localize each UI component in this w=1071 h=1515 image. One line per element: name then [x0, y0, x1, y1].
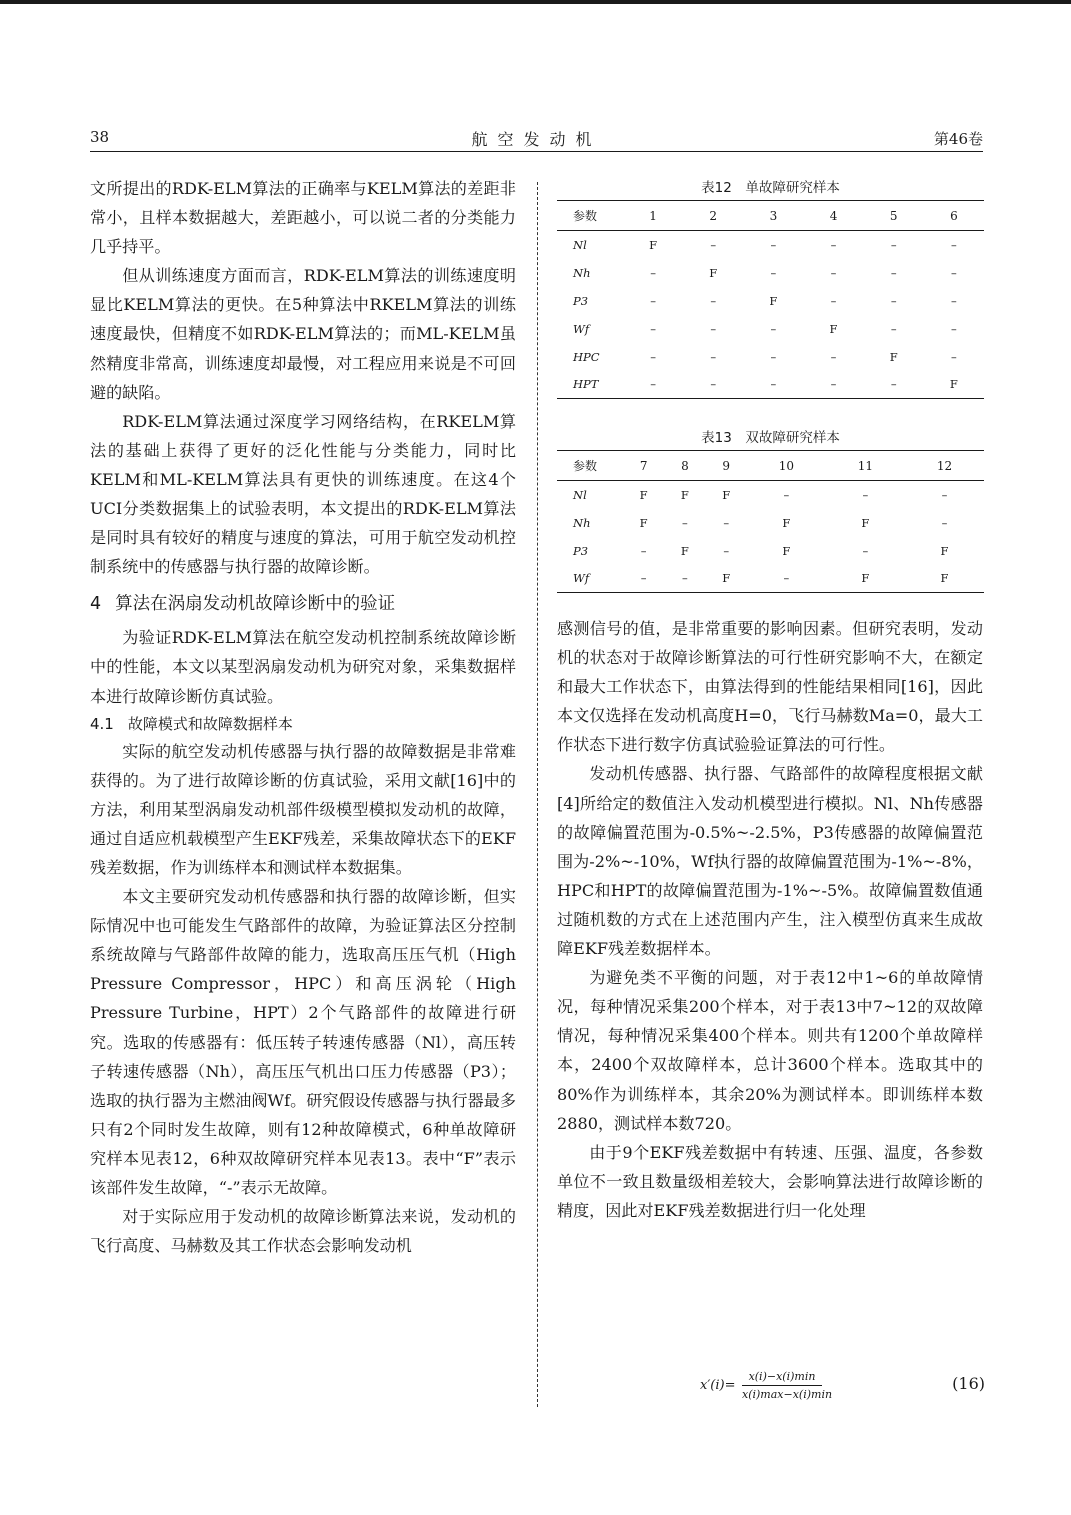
- table-cell: –: [710, 349, 717, 364]
- table-cell: F: [829, 321, 838, 336]
- table-12: [557, 176, 984, 399]
- equation-number: (16): [952, 1374, 985, 1393]
- table-cell: Nh: [573, 265, 591, 280]
- table-row: [557, 481, 984, 509]
- header-cell: 12: [936, 458, 953, 473]
- table-row: [557, 509, 984, 537]
- paragraph: 感测信号的值，是非常重要的影响因素。但研究表明，发动机的状态对于故障诊断算法的可行性研究影响不大，在额定和最大工作状态下，由算法得到的性能结果相同[16]，因此本文仅选择在发动机高度H=0，飞行马赫数Ma=0，最大工作状态下进行数字仿真试验验证算法的可行性。: [557, 619, 983, 755]
- table-cell: –: [682, 571, 688, 586]
- table-cell: F: [861, 515, 870, 530]
- header-cell: 7: [639, 458, 648, 473]
- table-cell: F: [769, 293, 778, 308]
- table-cell: –: [890, 321, 897, 336]
- table-cell: –: [723, 543, 730, 558]
- table-cell: F: [639, 487, 648, 502]
- table-cell: –: [710, 321, 717, 336]
- table-cell: –: [650, 265, 656, 280]
- equation-denominator: x(i)max−x(i)min: [742, 1388, 833, 1401]
- table-cell: F: [722, 571, 731, 586]
- table-cell: F: [940, 543, 949, 558]
- paragraph: 为避免类不平衡的问题，对于表12中1~6的单故障情况，每种情况采集200个样本，对于表13中7~12的双故障情况，每种情况采集400个样本。则共有1200个单故障样本，2400个双故障样本，总计3600个样本。选取其中的80%作为训练样本，其余20%为测试样本。即训练样本数2880，测试样本数720。: [557, 968, 983, 1133]
- header-cell: 参数: [573, 459, 598, 473]
- table-cell: –: [770, 377, 777, 392]
- table-cell: –: [710, 377, 717, 392]
- table-cell: Nh: [573, 515, 591, 530]
- table-cell: –: [951, 237, 957, 252]
- header-cell: 10: [778, 458, 794, 473]
- volume-label: 第46卷: [933, 130, 983, 148]
- subsection-number: 4.1: [90, 714, 114, 733]
- subsection-heading: [90, 711, 516, 737]
- table-cell: –: [770, 265, 777, 280]
- table-cell: Wf: [573, 571, 590, 586]
- table-cell: –: [770, 237, 777, 252]
- paragraph: 文所提出的RDK-ELM算法的正确率与KELM算法的差距非常小，且样本数据越大，差距越小，可以说二者的分类能力几乎持平。: [90, 179, 516, 257]
- table-cell: –: [770, 349, 777, 364]
- table-cell: –: [640, 571, 647, 586]
- right-column: [557, 614, 983, 1225]
- table-cell: F: [649, 237, 658, 252]
- running-header: [90, 126, 983, 152]
- table-cell: P3: [573, 293, 589, 308]
- column-divider: [537, 182, 538, 1407]
- table-row: [557, 343, 984, 371]
- table-cell: F: [949, 377, 958, 392]
- table-cell: –: [830, 293, 837, 308]
- table-cell: F: [722, 487, 731, 502]
- table-cell: –: [682, 515, 688, 530]
- table-row: [557, 371, 984, 399]
- equation-fraction: [742, 1370, 833, 1401]
- table-13: [557, 426, 984, 593]
- equation-numerator: x(i)−x(i)min: [742, 1370, 822, 1386]
- table-cell: –: [650, 293, 656, 308]
- section-title: 算法在涡扇发动机故障诊断中的验证: [115, 594, 396, 615]
- journal-name: 航空发动机: [471, 130, 602, 149]
- page-number: 38: [90, 128, 110, 146]
- table-cell: –: [830, 349, 837, 364]
- table-cell: –: [830, 265, 837, 280]
- paragraph: 实际的航空发动机传感器与执行器的故障数据是非常难获得的。为了进行故障诊断的仿真试验，采用文献[16]中的方法，利用某型涡扇发动机部件级模型模拟发动机的故障，通过自适应机载模型产生EKF残差，采集故障状态下的EKF残差数据，作为训练样本和测试样本数据集。: [90, 741, 516, 877]
- paragraph: RDK-ELM算法通过深度学习网络结构，在RKELM算法的基础上获得了更好的泛化性能与分类能力，同时比KELM和ML-KELM算法具有更快的训练速度。在这4个UCI分类数据集上的试验表明，本文提出的RDK-ELM算法是同时具有较好的精度与速度的算法，可用于航空发动机控制系统中的传感器与执行器的故障诊断。: [90, 411, 516, 577]
- table-row: [557, 259, 984, 287]
- table-cell: –: [890, 237, 897, 252]
- table-cell: F: [709, 265, 718, 280]
- table-header-row: [557, 451, 984, 481]
- table-cell: P3: [573, 543, 589, 558]
- table-cell: F: [782, 543, 791, 558]
- table-cell: F: [639, 515, 648, 530]
- subsection-title: 故障模式和故障数据样本: [127, 714, 293, 733]
- table-cell: –: [951, 349, 957, 364]
- table-cell: –: [723, 515, 730, 530]
- table-cell: –: [890, 377, 897, 392]
- table-cell: –: [640, 543, 647, 558]
- table-cell: –: [770, 321, 777, 336]
- table-title: 表13 双故障研究样本: [701, 430, 840, 446]
- table-cell: –: [650, 377, 656, 392]
- table-row: [557, 537, 984, 565]
- table-cell: –: [890, 265, 897, 280]
- table-cell: HPT: [573, 377, 599, 392]
- table-cell: F: [782, 515, 791, 530]
- header-cell: 8: [681, 458, 689, 473]
- header-cell: 11: [857, 458, 874, 473]
- table-cell: Nl: [573, 237, 587, 252]
- table-cell: F: [680, 543, 689, 558]
- table-header-row: [557, 201, 984, 231]
- paragraph: 发动机传感器、执行器、气路部件的故障程度根据文献[4]所给定的数值注入发动机模型进行模拟。Nl、Nh传感器的故障偏置范围为-0.5%~-2.5%，P3传感器的故障偏置范围为-2%~-10%，Wf执行器的故障偏置范围为-1%~-8%，HPC和HPT的故障偏置范围为-1%~-5%。故障偏置数值通过随机数的方式在上述范围内产生，注入模型仿真来生成故障EKF残差数据样本。: [557, 764, 983, 959]
- table-cell: –: [830, 377, 837, 392]
- header-cell: 1: [649, 208, 657, 223]
- table-title: 表12 单故障研究样本: [701, 180, 840, 196]
- table-cell: –: [650, 321, 656, 336]
- table-cell: Nl: [573, 487, 587, 502]
- header-cell: 5: [889, 208, 898, 223]
- table-cell: HPC: [573, 349, 600, 364]
- top-rule: [0, 0, 1071, 4]
- header-cell: 参数: [573, 209, 598, 223]
- table-cell: –: [890, 293, 897, 308]
- left-column: [90, 174, 516, 1260]
- single-fault-table: [557, 200, 984, 399]
- table-cell: F: [861, 571, 870, 586]
- paragraph: 由于9个EKF残差数据中有转速、压强、温度，各参数单位不一致且数量级相差较大，会影响算法进行故障诊断的精度，因此对EKF残差数据进行归一化处理: [557, 1142, 983, 1220]
- table-cell: –: [710, 293, 717, 308]
- paragraph: 本文主要研究发动机传感器和执行器的故障诊断，但实际情况中也可能发生气路部件的故障，为验证算法区分控制系统故障与气路部件故障的能力，选取高压压气机（High Pressure Compressor，HPC）和高压涡轮（High Pressure Turbine，HPT）2个气路部件的故障进行研究。选取的传感器有：低压转子转速传感器（Nl），高压转子转速传感器（Nh），高压压气机出口压力传感器（P3）；选取的执行器为主燃油阀Wf。研究假设传感器与执行器最多只有2个同时发生故障，则有12种故障模式，6种单故障研究样本见表12，6种双故障研究样本见表13。表中“F”表示该部件发生故障，“-”表示无故障。: [90, 887, 516, 1197]
- table-cell: F: [940, 571, 949, 586]
- table-cell: –: [830, 237, 837, 252]
- paragraph: 为验证RDK-ELM算法在航空发动机控制系统故障诊断中的性能，本文以某型涡扇发动机为研究对象，采集数据样本进行故障诊断仿真试验。: [90, 628, 516, 706]
- table-cell: F: [889, 349, 898, 364]
- table-cell: –: [941, 487, 948, 502]
- table-row: [557, 287, 984, 315]
- section-heading: [90, 589, 516, 619]
- table-row: [557, 231, 984, 259]
- table-cell: –: [951, 265, 957, 280]
- table-cell: –: [951, 321, 957, 336]
- table-row: [557, 315, 984, 343]
- equation-lhs: x′(i)=: [700, 1378, 736, 1393]
- double-fault-table: [557, 450, 984, 593]
- equation-16: [700, 1370, 985, 1410]
- table-row: [557, 565, 984, 593]
- section-number: 4: [90, 594, 102, 615]
- header-cell: 3: [769, 208, 778, 223]
- table-cell: –: [951, 293, 957, 308]
- header-cell: 9: [722, 458, 731, 473]
- table-cell: –: [862, 487, 869, 502]
- table-cell: –: [783, 571, 790, 586]
- table-cell: –: [650, 349, 656, 364]
- header-cell: 6: [950, 208, 958, 223]
- table-cell: –: [941, 515, 948, 530]
- table-cell: –: [783, 487, 790, 502]
- table-cell: –: [862, 543, 869, 558]
- table-cell: F: [680, 487, 689, 502]
- header-cell: 2: [709, 208, 718, 223]
- paragraph: 但从训练速度方面而言，RDK-ELM算法的训练速度明显比KELM算法的更快。在5种算法中RKELM算法的训练速度最快，但精度不如RDK-ELM算法的；而ML-KELM虽然精度非常高，训练速度却最慢，对工程应用来说是不可回避的缺陷。: [90, 266, 516, 402]
- header-cell: 4: [829, 208, 838, 223]
- table-cell: –: [710, 237, 717, 252]
- table-cell: Wf: [573, 321, 590, 336]
- paragraph: 对于实际应用于发动机的故障诊断算法来说，发动机的飞行高度、马赫数及其工作状态会影响发动机: [90, 1207, 516, 1256]
